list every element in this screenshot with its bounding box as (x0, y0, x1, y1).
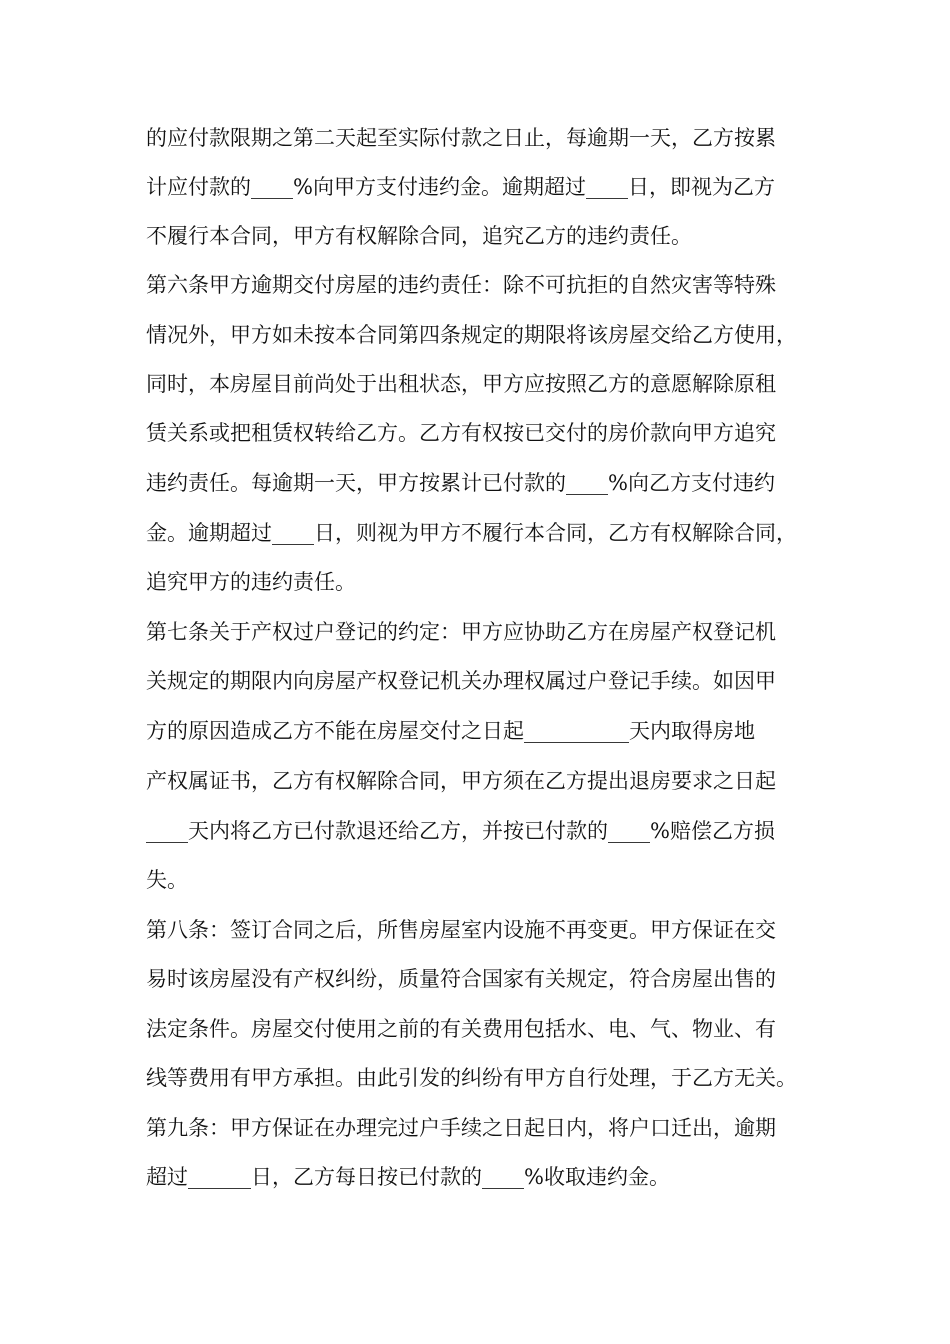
text-line: 金。逾期超过____日，则视为甲方不履行本合同，乙方有权解除合同， (146, 521, 797, 545)
text-line: 追究甲方的违约责任。 (146, 570, 356, 594)
text-line: 同时，本房屋目前尚处于出租状态，甲方应按照乙方的意愿解除原租 (146, 372, 776, 396)
text-line: 法定条件。房屋交付使用之前的有关费用包括水、电、气、物业、有 (146, 1017, 776, 1041)
text-line: 易时该房屋没有产权纠纷，质量符合国家有关规定，符合房屋出售的 (146, 967, 776, 991)
text-line: 第八条：签订合同之后，所售房屋室内设施不再变更。甲方保证在交 (146, 918, 776, 942)
text-line: ____天内将乙方已付款退还给乙方，并按已付款的____%赔偿乙方损 (146, 819, 775, 843)
text-line: 产权属证书，乙方有权解除合同，甲方须在乙方提出退房要求之日起 (146, 769, 776, 793)
text-line: 第六条甲方逾期交付房屋的违约责任：除不可抗拒的自然灾害等特殊 (146, 273, 776, 297)
text-line: 线等费用有甲方承担。由此引发的纠纷有甲方自行处理，于乙方无关。 (146, 1066, 797, 1090)
text-line: 失。 (146, 868, 188, 892)
text-line: 超过______日，乙方每日按已付款的____%收取违约金。 (146, 1165, 670, 1189)
text-line: 关规定的期限内向房屋产权登记机关办理权属过户登记手续。如因甲 (146, 669, 776, 693)
text-line: 第七条关于产权过户登记的约定：甲方应协助乙方在房屋产权登记机 (146, 620, 776, 644)
text-line: 方的原因造成乙方不能在房屋交付之日起__________天内取得房地 (146, 719, 755, 743)
text-line: 计应付款的____%向甲方支付违约金。逾期超过____日，即视为乙方 (146, 175, 775, 199)
text-line: 不履行本合同，甲方有权解除合同，追究乙方的违约责任。 (146, 224, 692, 248)
text-line: 的应付款限期之第二天起至实际付款之日止，每逾期一天，乙方按累 (146, 126, 776, 150)
text-line: 赁关系或把租赁权转给乙方。乙方有权按已交付的房价款向甲方追究 (146, 421, 776, 445)
text-line: 情况外，甲方如未按本合同第四条规定的期限将该房屋交给乙方使用， (146, 323, 797, 347)
text-line: 违约责任。每逾期一天，甲方按累计已付款的____%向乙方支付违约 (146, 471, 775, 495)
text-line: 第九条：甲方保证在办理完过户手续之日起日内，将户口迁出，逾期 (146, 1116, 776, 1140)
